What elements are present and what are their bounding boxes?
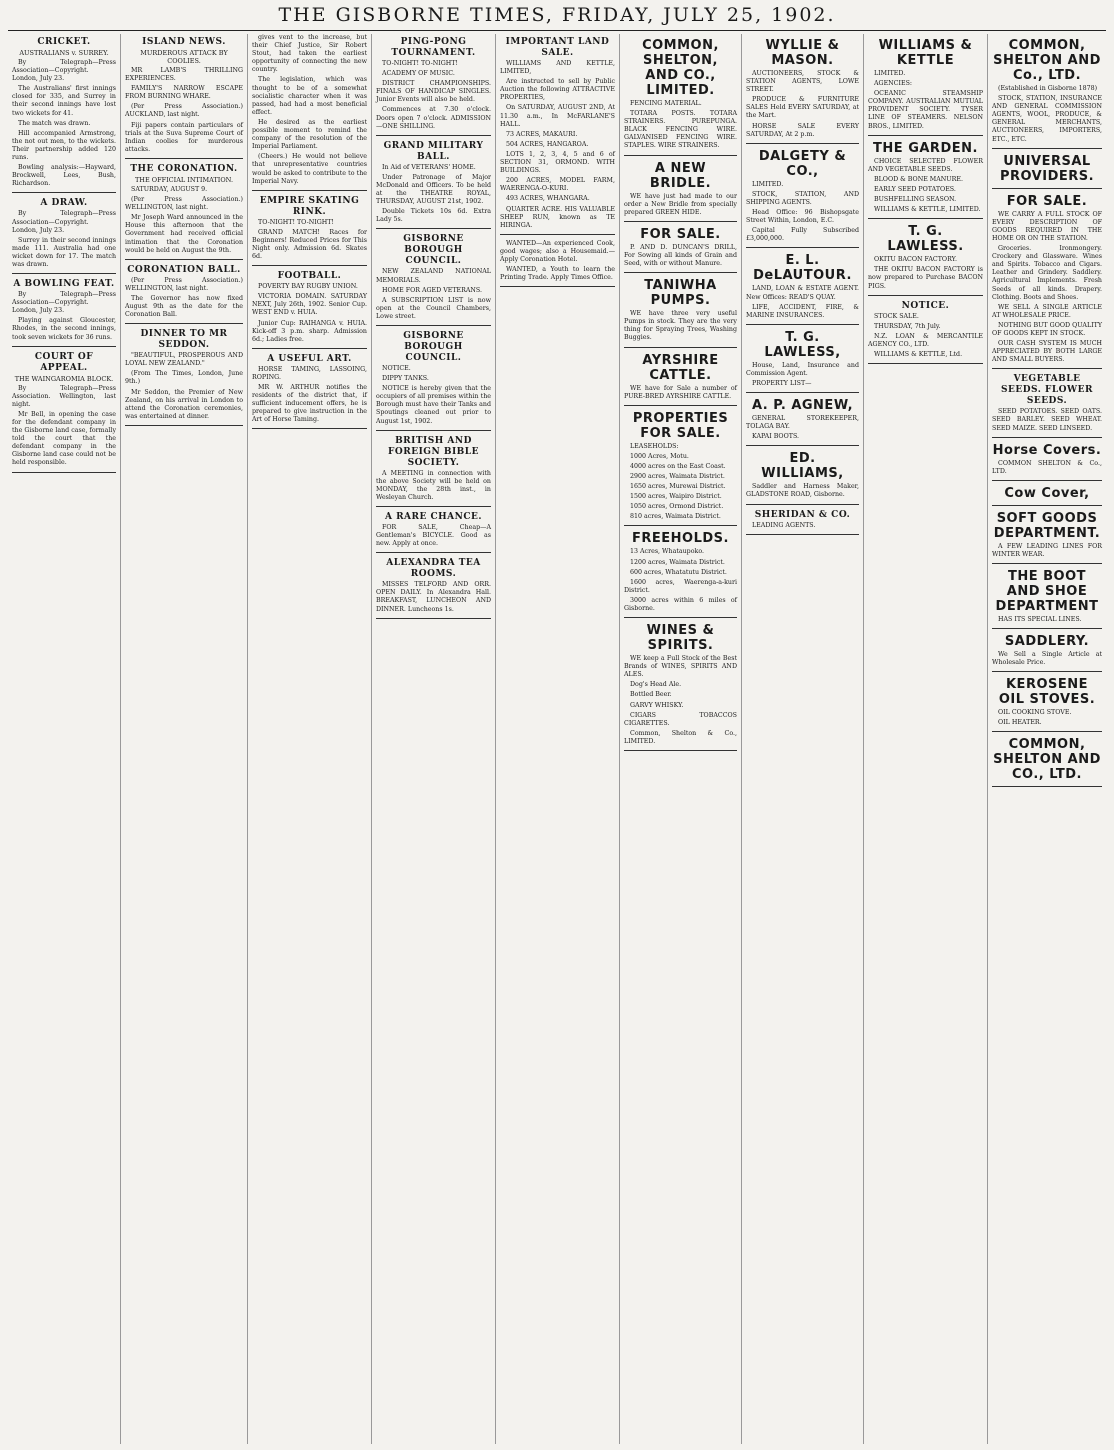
article-paragraph: Common, Shelton & Co., LIMITED.: [624, 729, 737, 745]
article-paragraph: HORSE SALE EVERY SATURDAY, At 2 p.m.: [746, 122, 859, 138]
article-paragraph: OCEANIC STEAMSHIP COMPANY. AUSTRALIAN MUTUAL PROVIDENT SOCIETY. TYSER LINE OF STEAMERS. NELSON BROS., LIMITED.: [868, 90, 983, 130]
article-paragraph: FOR SALE, Cheap—A Gentleman's BICYCLE. Good as new. Apply at once.: [376, 524, 491, 548]
article-paragraph: (From The Times, London, June 9th.): [125, 370, 243, 386]
article-divider: [992, 786, 1102, 787]
article-paragraph: FAMILY'S NARROW ESCAPE FROM BURNING WHARE.: [125, 85, 243, 101]
article-paragraph: (Cheers.) He would not believe that unrepresentative countries would be asked to contribute to the Imperial Navy.: [252, 153, 367, 185]
article-paragraph: The Australians' first innings closed for 335, and Surrey in their second innings have lost two wickets for 41.: [12, 85, 116, 117]
article: [624, 227, 737, 273]
article-paragraph: WE have for Sale a number of PURE-BRED AYRSHIRE CATTLE.: [624, 384, 737, 400]
article-paragraph: MR LAMB'S THRILLING EXPERIENCES.: [125, 67, 243, 83]
article-paragraph: Under Patronage of Major McDonald and Officers. To be held at the THEATRE ROYAL, THURSDAY, AUGUST 21st, 1902.: [376, 173, 491, 206]
article-divider: [624, 347, 737, 348]
column-6: [620, 34, 742, 1444]
article-heading: THE CORONATION.: [130, 163, 238, 174]
article-heading: WINES & SPIRITS.: [646, 623, 715, 654]
article: [500, 240, 615, 287]
article: [252, 34, 367, 191]
article-divider: [376, 552, 491, 553]
article-divider: [992, 731, 1102, 732]
article-heading: A RARE CHANCE.: [384, 512, 483, 522]
article-paragraph: HORSE TAMING, LASSOING, ROPING.: [252, 365, 367, 381]
article: [992, 486, 1102, 506]
article-paragraph: 200 ACRES, MODEL FARM, WAERENGA-O-KURI.: [500, 177, 615, 193]
article-paragraph: Capital Fully Subscribed £3,000,000.: [746, 227, 859, 243]
article-paragraph: (Per Press Association.) AUCKLAND, last night.: [125, 103, 243, 119]
article-paragraph: Double Tickets 10s 6d. Extra Lady 5s.: [376, 208, 491, 224]
article-paragraph: OUR CASH SYSTEM IS MUCH APPRECIATED BY BOTH LARGE AND SMALL BUYERS.: [992, 340, 1102, 364]
article-heading: WYLLIE & MASON.: [765, 38, 840, 68]
article: [868, 224, 983, 295]
article-paragraph: Head Office: 96 Bishopsgate Street Within, London, E.C.: [746, 209, 859, 225]
article: [252, 196, 367, 266]
article-divider: [252, 348, 367, 349]
article-paragraph: OKITU BACON FACTORY.: [874, 256, 957, 264]
article-paragraph: THURSDAY, 7th July.: [874, 322, 941, 330]
article-paragraph: Dog's Head Ale.: [630, 681, 682, 689]
article-paragraph: STOCK, STATION, AND SHIPPING AGENTS.: [746, 190, 859, 206]
article: [746, 149, 859, 249]
article-paragraph: WE have just had made to our order a New Bridle from specially prepared GREEN HIDE.: [624, 192, 737, 216]
article: [252, 271, 367, 349]
article-heading: T. G. LAWLESS.: [887, 224, 964, 255]
article-divider: [12, 472, 116, 473]
article-divider: [992, 671, 1102, 672]
article: [125, 265, 243, 324]
column-5: [496, 34, 620, 1444]
article: [12, 37, 116, 193]
article-divider: [500, 286, 615, 287]
article-divider: [992, 480, 1102, 481]
article-divider: [992, 437, 1102, 438]
article-paragraph: SEED POTATOES. SEED OATS. SEED BARLEY. SEED WHEAT. SEED MAIZE. SEED LINSEED.: [992, 408, 1102, 432]
article-paragraph: Junior Cup: RAIHANGA v. HUIA. Kick-off 3 p.m. sharp. Admission 6d.; Ladies free.: [252, 319, 367, 343]
article-paragraph: By Telegraph—Press Association—Copyright. London, July 23.: [12, 59, 116, 83]
article-paragraph: The match was drawn.: [18, 119, 91, 127]
article-heading: WILLIAMS & KETTLE: [878, 38, 973, 68]
article-paragraph: "BEAUTIFUL, PROSPEROUS AND LOYAL NEW ZEALAND.": [125, 352, 243, 368]
article-heading: PING-PONG TOURNAMENT.: [391, 37, 476, 58]
article-heading: FOOTBALL.: [277, 271, 342, 282]
article-paragraph: OIL HEATER.: [998, 719, 1042, 727]
article-divider: [12, 273, 116, 274]
article-paragraph: 504 ACRES, HANGAROA.: [506, 140, 589, 148]
article-divider: [376, 135, 491, 136]
article-paragraph: By Telegraph—Press Association—Copyright. London, July 23.: [12, 291, 116, 315]
article-paragraph: (Per Press Association.) WELLINGTON, last night.: [125, 276, 243, 292]
article-heading: TANIWHA PUMPS.: [644, 278, 717, 309]
column-1: [8, 34, 121, 1444]
article-paragraph: TO-NIGHT! TO-NIGHT!: [258, 218, 334, 226]
article: [624, 278, 737, 347]
article-divider: [125, 259, 243, 260]
article-paragraph: SATURDAY, AUGUST 9.: [131, 185, 208, 193]
article-paragraph: AUCTIONEERS, STOCK & STATION AGENTS, LOWE STREET.: [746, 70, 859, 94]
article: [624, 353, 737, 406]
article-paragraph: FENCING MATERIAL.: [630, 100, 702, 107]
article-paragraph: 1600 acres, Waerenga-a-kuri District.: [624, 578, 737, 594]
article-paragraph: POVERTY BAY RUGBY UNION.: [258, 283, 358, 291]
column-2: [121, 34, 248, 1444]
article-heading: NOTICE.: [901, 300, 950, 311]
article-paragraph: LIFE, ACCIDENT, FIRE, & MARINE INSURANCES.: [746, 303, 859, 319]
article-paragraph: 4000 acres on the East Coast.: [630, 462, 726, 470]
article-paragraph: gives vent to the increase, but their Chief Justice, Sir Robert Stout, had taken the earliest opportunity of connecting the new country.: [252, 34, 367, 74]
article-paragraph: CIGARS TOBACCOS CIGARETTES.: [624, 711, 737, 727]
article-paragraph: Mr Joseph Ward announced in the House this afternoon that the Government had received official intimation that the Coronation would be held on August the 9th.: [125, 214, 243, 254]
article: [376, 558, 491, 618]
article-paragraph: 493 ACRES, WHANGARA.: [506, 195, 590, 203]
article-divider: [624, 525, 737, 526]
article-heading: THE BOOT AND SHOE DEPARTMENT: [995, 569, 1099, 614]
article-divider: [376, 618, 491, 619]
article-paragraph: 73 ACRES, MAKAURI.: [506, 130, 578, 138]
article-divider: [125, 323, 243, 324]
article-paragraph: 1500 acres, Waipiro District.: [630, 493, 722, 501]
article: [12, 198, 116, 274]
article: [624, 161, 737, 222]
article-divider: [12, 346, 116, 347]
article-heading: A NEW BRIDLE.: [649, 160, 712, 191]
article: [746, 451, 859, 504]
article-heading: COMMON, SHELTON AND Co., LTD.: [993, 38, 1101, 83]
article-heading: COMMON, SHELTON, AND CO., LIMITED.: [642, 38, 719, 98]
article-paragraph: 1050 acres, Ormond District.: [630, 503, 724, 511]
article: [624, 411, 737, 527]
article-divider: [252, 265, 367, 266]
article-paragraph: 1000 Acres, Motu.: [630, 452, 689, 460]
article-paragraph: NOTICE is hereby given that the occupiers of all premises within the Borough must have their Tanks and Spoutings cleaned out prior to August 1st, 1902.: [376, 385, 491, 425]
article-paragraph: Hill accompanied Armstrong, the not out men, to the wickets. Their partnership added 120 runs.: [12, 129, 116, 162]
article-subheading: THE WAINGAROMIA BLOCK.: [14, 374, 114, 383]
article-paragraph: HOME FOR AGED VETERANS.: [382, 286, 483, 294]
article: [125, 164, 243, 260]
article-heading: DALGETY & CO.,: [758, 148, 847, 179]
column-8: [864, 34, 988, 1444]
article-paragraph: N.Z. LOAN & MERCANTILE AGENCY CO., LTD.: [868, 332, 983, 348]
article-paragraph: BUSHFELLING SEASON.: [874, 196, 957, 204]
article-paragraph: The legislation, which was thought to be of a somewhat socialistic character when it was passed, had had a most beneficial effect.: [252, 76, 367, 116]
column-4: [372, 34, 496, 1444]
article-paragraph: House, Land, Insurance and Commission Agent.: [746, 361, 859, 377]
article-divider: [992, 188, 1102, 189]
article: [376, 436, 491, 507]
article-paragraph: GARVY WHISKY.: [630, 701, 684, 709]
article-paragraph: 3000 acres within 6 miles of Gisborne.: [624, 596, 737, 612]
article-paragraph: WE SELL A SINGLE ARTICLE AT WHOLESALE PRICE.: [992, 303, 1102, 319]
article-paragraph: NOTICE.: [382, 364, 411, 372]
article: [376, 331, 491, 431]
article-divider: [376, 506, 491, 507]
article: [868, 141, 983, 220]
article-paragraph: Bottled Beer.: [630, 691, 672, 699]
article-paragraph: LEADING AGENTS.: [752, 521, 816, 529]
article-paragraph: The Governor has now fixed August 9th as the date for the Coronation Ball.: [125, 294, 243, 319]
article-heading: SADDLERY.: [1004, 634, 1090, 650]
article-paragraph: 13 Acres, Whataupoko.: [630, 548, 705, 556]
article: [868, 38, 983, 136]
article-heading: KEROSENE OIL STOVES.: [998, 677, 1096, 708]
article-divider: [12, 192, 116, 193]
article-paragraph: TO-NIGHT! TO-NIGHT!: [382, 60, 458, 67]
article-divider: [624, 750, 737, 751]
article-paragraph: By Telegraph—Press Association—Copyright. London, July 23.: [12, 210, 116, 234]
article-paragraph: In Aid of VETERANS' HOME.: [382, 163, 476, 171]
article-divider: [624, 272, 737, 273]
article-paragraph: NOTHING BUT GOOD QUALITY OF GOODS KEPT IN STOCK.: [992, 321, 1102, 337]
article-divider: [746, 143, 859, 144]
article-paragraph: WE have three very useful Pumps in stock. They are the very thing for Spraying Trees, Washing Buggies.: [624, 310, 737, 342]
article-paragraph: A MEETING in connection with the above Society will be held on MONDAY, the 28th inst., in Wesleyan Church.: [376, 469, 491, 501]
article-divider: [868, 295, 983, 296]
article-heading: UNIVERSAL PROVIDERS.: [999, 153, 1095, 184]
article-heading: BRITISH AND FOREIGN BIBLE SOCIETY.: [388, 435, 479, 468]
column-7: [742, 34, 864, 1444]
article-heading: FOR SALE.: [640, 226, 721, 242]
masthead-rule: [8, 30, 1106, 31]
article-paragraph: WANTED, a Youth to learn the Printing Trade. Apply Times Office.: [500, 266, 615, 282]
article: [376, 141, 491, 230]
article-divider: [624, 405, 737, 406]
article-paragraph: By Telegraph—Press Association. Wellington, last night.: [12, 384, 116, 408]
article-divider: [624, 221, 737, 222]
article-paragraph: TOTARA POSTS. TOTARA STRAINERS. PUREPUNGA. BLACK FENCING WIRE. GALVANISED FENCING WIRE. STAPLES. WIRE STRAINERS.: [624, 110, 737, 150]
article: [992, 511, 1102, 564]
article-paragraph: (Established in Gisborne 1878): [998, 85, 1098, 92]
article-heading: A USEFUL ART.: [267, 353, 352, 364]
article: [12, 352, 116, 473]
article: [992, 677, 1102, 732]
article-paragraph: KAPAI BOOTS.: [752, 433, 800, 441]
article: [125, 37, 243, 159]
article-divider: [125, 425, 243, 426]
article: [992, 374, 1102, 437]
article-heading: A BOWLING FEAT.: [13, 279, 115, 290]
article-paragraph: Surrey in their second innings made 111. Australia had one wicket down for 17. The match was drawn.: [12, 236, 116, 268]
article-paragraph: ACADEMY OF MUSIC.: [382, 70, 455, 78]
article: [746, 398, 859, 446]
article-divider: [252, 190, 367, 191]
article-paragraph: GENERAL STOREKEEPER, TOLAGA BAY.: [746, 415, 859, 431]
article: [992, 38, 1102, 149]
article-divider: [746, 247, 859, 248]
article-heading: Horse Covers.: [992, 442, 1102, 458]
article-paragraph: MISSES TELFORD AND ORR. OPEN DAILY. In Alexandra Hall. BREAKFAST, LUNCHEON AND DINNER. Luncheons 1s.: [376, 581, 491, 613]
article-divider: [868, 363, 983, 364]
article-heading: DINNER TO MR SEDDON.: [140, 329, 228, 351]
article-paragraph: Groceries. Ironmongery. Crockery and Glassware. Wines and Spirits. Tobacco and Cigars. Leather and Grindery. Saddlery. Agricultural Implements. Fresh Seeds of all kinds. Drapery. Clothing. Boots and Shoes.: [992, 245, 1102, 301]
article: [992, 443, 1102, 481]
article: [992, 737, 1102, 787]
article-paragraph: 810 acres, Waimata District.: [630, 513, 721, 521]
article-heading: EMPIRE SKATING RINK.: [259, 195, 360, 217]
article-divider: [992, 368, 1102, 369]
article-paragraph: LEASEHOLDS:: [630, 442, 679, 450]
article-divider: [992, 505, 1102, 506]
article-paragraph: He desired as the earliest possible moment to remind the company of the resolution of the Imperial Parliament.: [252, 118, 367, 151]
article-divider: [746, 504, 859, 505]
article-divider: [992, 563, 1102, 564]
article-paragraph: STOCK SALE.: [874, 312, 919, 320]
article-paragraph: WILLIAMS & KETTLE, Ltd.: [874, 350, 963, 358]
article-divider: [746, 445, 859, 446]
article-paragraph: WILLIAMS AND KETTLE, LIMITED,: [500, 60, 615, 76]
article-divider: [252, 428, 367, 429]
article-paragraph: CHOICE SELECTED FLOWER AND VEGETABLE SEEDS.: [868, 157, 983, 173]
article-paragraph: DIPPY TANKS.: [382, 375, 429, 383]
article-paragraph: Fiji papers contain particulars of trials at the Suva Supreme Court of Indian coolies for murderous attacks.: [125, 121, 243, 153]
article: [746, 330, 859, 393]
article: [624, 531, 737, 618]
article: [992, 634, 1102, 672]
article-divider: [624, 617, 737, 618]
article-paragraph: OIL COOKING STOVE.: [998, 709, 1072, 717]
article-heading: A. P. AGNEW,: [751, 398, 854, 414]
article-heading: ED. WILLIAMS,: [761, 451, 844, 482]
article-paragraph: Mr Seddon, the Premier of New Zealand, on his arrival in London to attend the Coronation ceremonies, was entertained at dinner.: [125, 388, 243, 420]
article-divider: [868, 135, 983, 136]
article-paragraph: A SUBSCRIPTION LIST is now open at the Council Chambers, Lowe street.: [376, 296, 491, 320]
article-divider: [746, 324, 859, 325]
article-heading: A DRAW.: [40, 198, 88, 209]
article-subheading: AUSTRALIANS v. SURREY.: [19, 49, 109, 57]
article-divider: [500, 234, 615, 235]
article-heading: IMPORTANT LAND SALE.: [505, 37, 610, 58]
article-heading: E. L. DeLAUTOUR.: [753, 253, 852, 284]
article-paragraph: 2900 acres, Waimata District.: [630, 472, 725, 480]
article-subheading: THE OFFICIAL INTIMATION.: [134, 175, 234, 184]
article: [992, 194, 1102, 370]
article-paragraph: LIMITED.: [874, 70, 906, 77]
article-paragraph: BLOOD & BONE MANURE.: [874, 175, 963, 183]
article-heading: AYRSHIRE CATTLE.: [642, 352, 719, 383]
article-paragraph: Playing against Gloucester, Rhodes, in the second innings, took seven wickets for 36 runs.: [12, 317, 116, 341]
article-heading: VEGETABLE SEEDS. FLOWER SEEDS.: [1001, 374, 1093, 407]
article-paragraph: COMMON SHELTON & Co., LTD.: [992, 459, 1102, 475]
article-heading: COMMON, SHELTON AND CO., LTD.: [993, 737, 1101, 783]
article-heading: THE GARDEN.: [873, 140, 978, 156]
article: [746, 38, 859, 144]
article: [12, 279, 116, 347]
article-paragraph: 600 acres, Whatatutu District.: [630, 568, 727, 576]
article-paragraph: 1200 acres, Waimata District.: [630, 558, 725, 566]
article-paragraph: Mr Bell, in opening the case for the defendant company in the Gisborne land case, formally told the court that the defendant company in the Gisborne land case could not be held responsible.: [12, 410, 116, 467]
article: [624, 623, 737, 751]
article: [252, 354, 367, 430]
article-paragraph: MR W. ARTHUR notifies the residents of the district that, if sufficient inducement offers, he is prepared to give instruction in the Art of Horse Taming.: [252, 384, 367, 424]
article-paragraph: We Sell a Single Article at Wholesale Price.: [992, 651, 1102, 667]
article-divider: [868, 218, 983, 219]
article-paragraph: AGENCIES:: [874, 80, 913, 88]
article-paragraph: WANTED—An experienced Cook, good wages; also a Housemaid.—Apply Coronation Hotel.: [500, 239, 615, 263]
article-paragraph: 1650 acres, Murewai District.: [630, 483, 726, 491]
article-paragraph: STOCK, STATION, INSURANCE AND GENERAL COMMISSION AGENTS, WOOL, PRODUCE, & GENERAL MERCHANTS, AUCTIONEERS, IMPORTERS, ETC., ETC.: [992, 95, 1102, 143]
article-divider: [992, 148, 1102, 149]
article-subheading: MURDEROUS ATTACK BY COOLIES.: [140, 49, 228, 65]
article-paragraph: NEW ZEALAND NATIONAL MEMORIALS.: [376, 268, 491, 284]
article: [125, 329, 243, 426]
article-heading: T. G. LAWLESS,: [764, 329, 841, 360]
article-paragraph: GRAND MATCH! Races for Beginners! Reduced Prices for This Night only. Admission 6d. Skates 6d.: [252, 228, 367, 261]
article-divider: [992, 628, 1102, 629]
article-paragraph: P. AND D. DUNCAN'S DRILL, For Sowing all kinds of Grain and Seed, with or without Manure.: [624, 243, 737, 268]
article: [992, 154, 1102, 189]
article-paragraph: THE OKITU BACON FACTORY is now prepared to Purchase BACON PIGS.: [868, 266, 983, 290]
article: [500, 37, 615, 235]
column-9: [988, 34, 1106, 1444]
article-paragraph: VICTORIA DOMAIN. SATURDAY NEXT, July 26th, 1902. Senior Cup. WEST END v. HUIA.: [252, 293, 367, 317]
article-paragraph: (Per Press Association.) WELLINGTON, last night.: [125, 196, 243, 212]
article-heading: ISLAND NEWS.: [142, 37, 226, 47]
article-paragraph: Commences at 7.30 o'clock. Doors open 7 o'clock. ADMISSION—ONE SHILLING.: [376, 106, 491, 130]
article: [868, 301, 983, 364]
article-divider: [376, 228, 491, 229]
article-heading: PROPERTIES FOR SALE.: [632, 410, 729, 441]
article-paragraph: QUARTER ACRE. HIS VALUABLE SHEEP RUN, known as TE HIRINGA.: [500, 205, 615, 229]
article-paragraph: PRODUCE & FURNITURE SALES Held EVERY SATURDAY, at the Mart.: [746, 96, 859, 120]
article: [746, 253, 859, 324]
article-paragraph: Bowling analysis:—Hayward, Brockwell, Lees, Bush, Richardson.: [12, 164, 116, 188]
article-paragraph: DISTRICT CHAMPIONSHIPS. FINALS OF HANDICAP SINGLES. Junior Events will also be held.: [376, 80, 491, 104]
article-paragraph: WILLIAMS & KETTLE, LIMITED.: [874, 206, 981, 214]
article-divider: [376, 325, 491, 326]
article-paragraph: On SATURDAY, AUGUST 2ND, At 11.30 a.m., In McFARLANE'S HALL.: [500, 104, 615, 128]
article-paragraph: A FEW LEADING LINES FOR WINTER WEAR.: [992, 542, 1102, 558]
article: [992, 569, 1102, 629]
article-paragraph: EARLY SEED POTATOES.: [874, 185, 956, 193]
article-divider: [746, 392, 859, 393]
article-paragraph: Saddler and Harness Maker, GLADSTONE ROAD, Gisborne.: [746, 483, 859, 499]
article-heading: Cow Cover,: [1004, 485, 1090, 501]
article-divider: [624, 155, 737, 156]
article-paragraph: Are instructed to sell by Public Auction the following ATTRACTIVE PROPERTIES,: [500, 78, 615, 102]
article: [376, 234, 491, 326]
article-divider: [125, 158, 243, 159]
article-heading: GISBORNE BOROUGH COUNCIL.: [403, 234, 464, 267]
masthead-title: THE GISBORNE TIMES, FRIDAY, JULY 25, 1902.: [278, 4, 836, 26]
article-paragraph: LIMITED.: [752, 180, 784, 188]
article-paragraph: WE CARRY A FULL STOCK OF EVERY DESCRIPTION OF GOODS REQUIRED IN THE HOME OR ON THE STATION.: [992, 210, 1102, 242]
article: [376, 512, 491, 553]
article-heading: FREEHOLDS.: [632, 531, 729, 547]
article-paragraph: WE keep a Full Stock of the Best Brands of WINES, SPIRITS AND ALES.: [624, 655, 737, 679]
article-heading: COURT OF APPEAL.: [34, 351, 94, 373]
article-paragraph: HAS ITS SPECIAL LINES.: [998, 616, 1082, 623]
column-3: [248, 34, 372, 1444]
article-heading: SOFT GOODS DEPARTMENT.: [993, 510, 1101, 541]
article-paragraph: LOTS 1, 2, 3, 4, 5 and 6 of SECTION 31, ORMOND. WITH BUILDINGS.: [500, 150, 615, 175]
article-heading: ALEXANDRA TEA ROOMS.: [386, 558, 481, 580]
article-heading: CRICKET.: [37, 37, 91, 47]
article-paragraph: LAND, LOAN & ESTATE AGENT. New Offices: READ'S QUAY.: [746, 285, 859, 301]
article: [746, 510, 859, 535]
article-divider: [376, 430, 491, 431]
article-heading: GRAND MILITARY BALL.: [383, 140, 484, 162]
article-divider: [746, 534, 859, 535]
article-heading: FOR SALE.: [1006, 193, 1088, 209]
article-heading: CORONATION BALL.: [127, 264, 241, 275]
article-heading: SHERIDAN & CO.: [754, 509, 851, 520]
article-paragraph: PROPERTY LIST—: [752, 379, 812, 387]
article-heading: GISBORNE BOROUGH COUNCIL.: [403, 330, 464, 363]
article: [624, 38, 737, 156]
article: [376, 37, 491, 136]
